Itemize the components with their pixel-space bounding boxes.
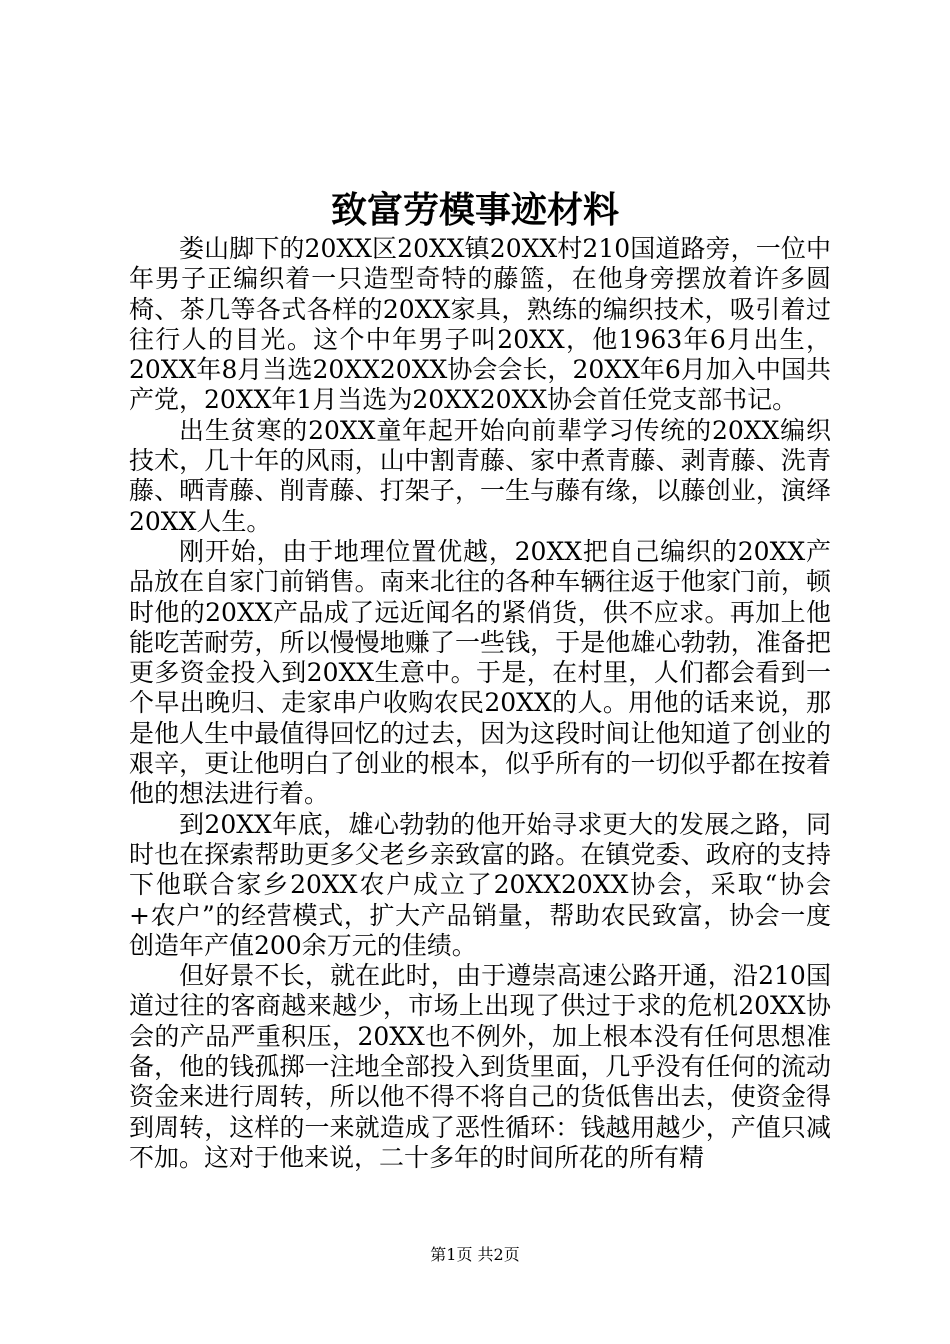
paragraph-5: 但好景不长，就在此时，由于遵崇高速公路开通，沿210国道过往的客商越来越少，市场上出现了供过于求的危机20XX协会的产品严重积压，20XX也不例外，加上根本没有任何思想准备，他的钱孤掷一注地全部投入到货里面，几乎没有任何的流动资金来进行周转，所以他不得不将自己的货低售出去，使资金得到周转，这样的一来就造成了恶性循环：钱越用越少，产值只减不加。这对于他来说，二十多年的时间所花的所有精: [129, 961, 831, 1172]
page-number-footer: 第1页 共2页: [430, 1245, 520, 1264]
document-title: 致富劳模事迹材料: [330, 189, 619, 231]
paragraph-1: 娄山脚下的20XX区20XX镇20XX村210国道路旁，一位中年男子正编织着一只造型奇特的藤篮，在他身旁摆放着许多圆椅、茶几等各式各样的20XX家具，熟练的编织技术，吸引着过往行人的目光。这个中年男子叫20XX，他1963年6月出生，20XX年8月当选20XX20XX协会会长，20XX年6月加入中国共产党，20XX年1月当选为20XX20XX协会首任党支部书记。: [129, 234, 831, 415]
paragraph-3: 刚开始，由于地理位置优越，20XX把自己编织的20XX产品放在自家门前销售。南来北往的各种车辆往返于他家门前，顿时他的20XX产品成了远近闻名的紧俏货，供不应求。再加上他能吃苦耐劳，所以慢慢地赚了一些钱，于是他雄心勃勃，准备把更多资金投入到20XX生意中。于是，在村里，人们都会看到一个早出晚归、走家串户收购农民20XX的人。用他的话来说，那是他人生中最值得回忆的过去，因为这段时间让他知道了创业的艰辛，更让他明白了创业的根本，似乎所有的一切似乎都在按着他的想法进行着。: [129, 536, 831, 809]
document-body: [129, 234, 831, 1173]
paragraph-2: 出生贫寒的20XX童年起开始向前辈学习传统的20XX编织技术，几十年的风雨，山中割青藤、家中煮青藤、剥青藤、洗青藤、晒青藤、削青藤、打架子，一生与藤有缘，以藤创业，演绎20XX人生。: [129, 415, 831, 536]
paragraph-4: 到20XX年底，雄心勃勃的他开始寻求更大的发展之路，同时也在探索帮助更多父老乡亲致富的路。在镇党委、政府的支持下他联合家乡20XX农户成立了20XX20XX协会，采取“协会+农户”的经营模式，扩大产品销量，帮助农民致富，协会一度创造年产值200余万元的佳绩。: [129, 809, 831, 960]
